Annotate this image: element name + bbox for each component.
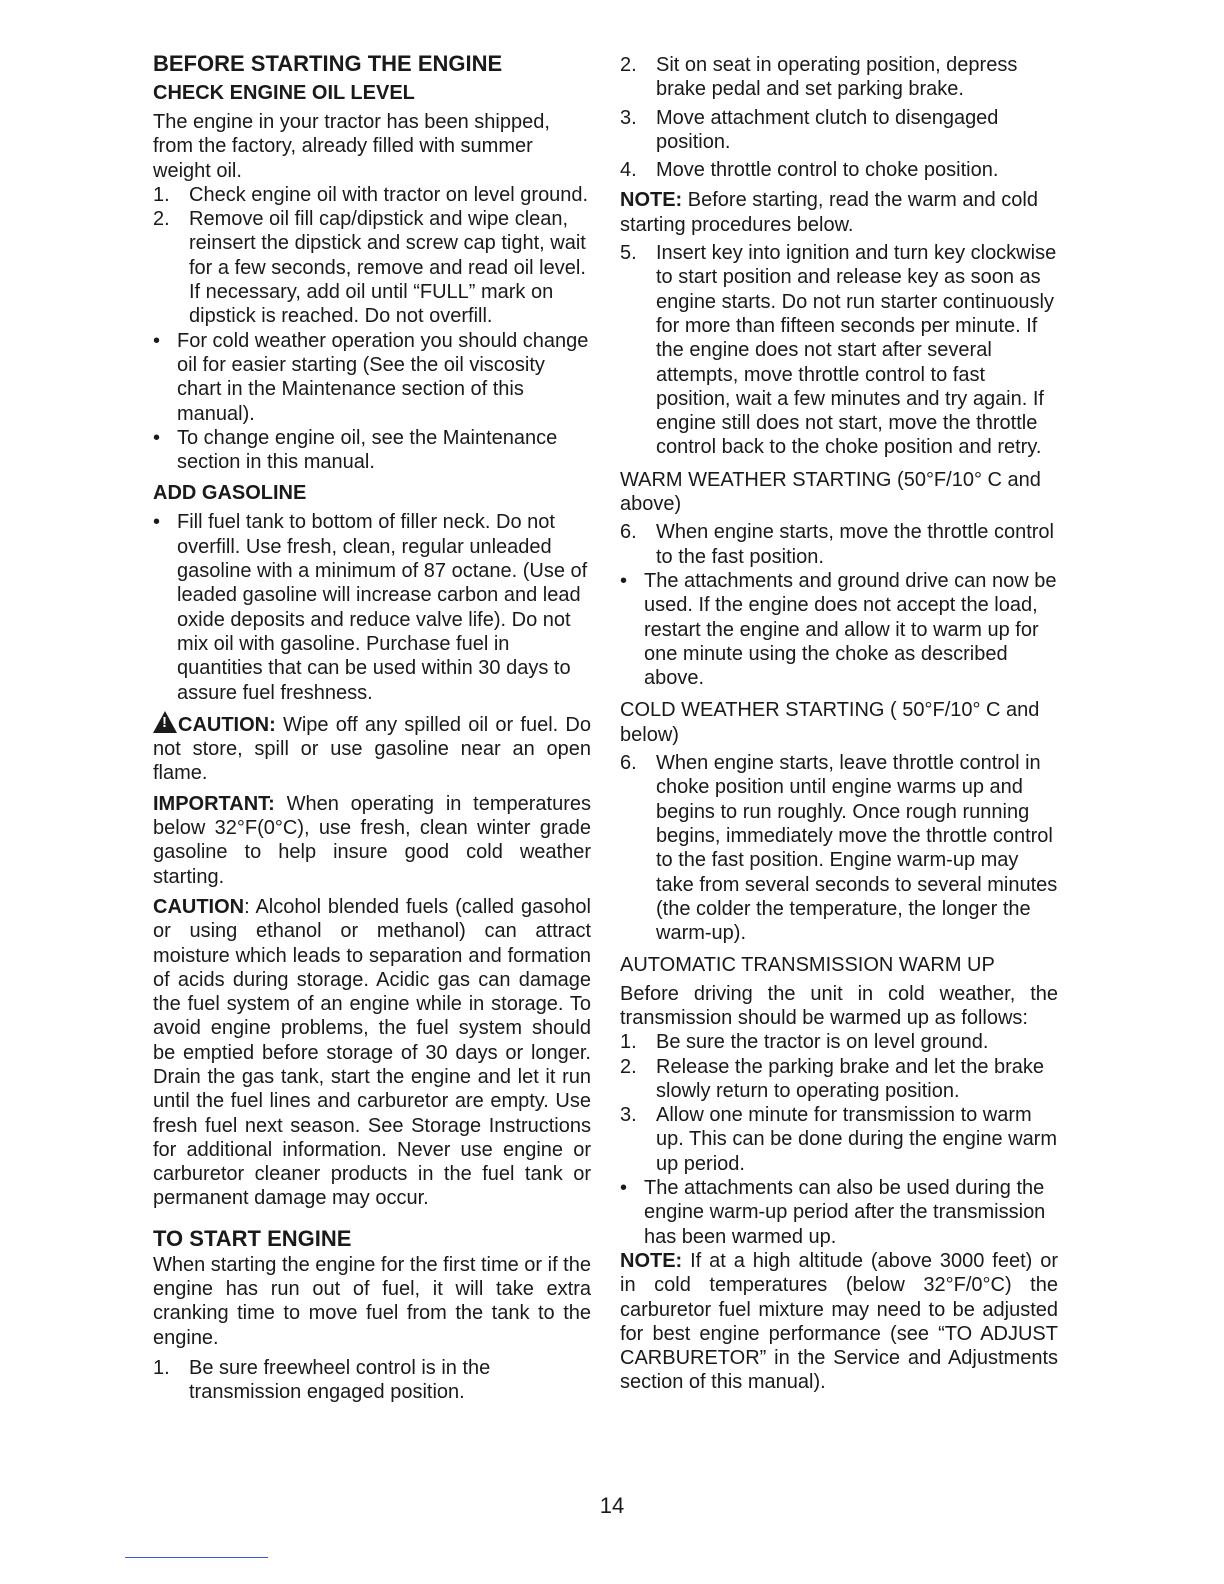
list-marker: 2. [153,208,170,231]
list-marker: 3. [620,1104,637,1127]
list-item-text: Move attachment clutch to disengaged position. [656,106,999,153]
list-item [153,329,591,426]
list-item [620,241,1058,460]
warning-triangle-icon [153,711,177,733]
list-item-text: The attachments and ground drive can now be used. If the engine does not accept the load, restart the engine and allow it to warm up for one minute using the choke as described above. [644,569,1057,690]
list-item-text: Check engine oil with tractor on level ground. [189,183,589,206]
left-column [153,50,591,1405]
list-item [620,1030,1058,1054]
bullet-marker: • [153,426,161,449]
subheading-check-oil: CHECK ENGINE OIL LEVEL [153,82,415,104]
list-item [153,207,591,328]
note-label: NOTE: [620,189,683,212]
list-item-text: The attachments can also be used during the engine warm-up period after the transmission has been warmed up. [644,1177,1046,1248]
list-item [620,53,1058,102]
list-item-text: Fill fuel tank to bottom of filler neck. Do not overfill. Use fresh, clean, regular unleaded gasoline with a minimum of 87 octane. (Use of leaded gasoline will increase carbon and lead oxide deposits and reduce valve life). Do not mix oil with gasoline. Purchase fuel in quantities that can be used within 30 days to assure fuel freshness. [177,511,588,704]
list-item-text: To change engine oil, see the Maintenance section in this manual. [177,426,558,474]
list-item-text: When engine starts, move the throttle control to the fast position. [656,521,1054,568]
list-marker: 1. [620,1031,637,1054]
warm-weather-heading: WARM WEATHER STARTING (50°F/10° C and above) [620,468,1041,516]
list-item-text: Be sure the tractor is on level ground. [656,1031,989,1054]
bullet-marker: • [620,1177,628,1200]
bullet-marker: • [153,511,161,534]
list-item [620,569,1058,690]
caution-text: : Alcohol blended fuels (called gasohol or using ethanol or methanol) can attract moisture which leads to separation and formation of acids during storage. Acidic gas can damage the fuel system of an engine while in storage. To avoid engine problems, the fuel system should be emptied before storage of 30 days or longer. Drain the gas tank, start the engine and let it run until the fuel lines and carburetor are empty. Use fresh fuel next season. See Storage Instructions for additional information. Never use engine or carburetor cleaner products in the fuel tank or permanent damage may occur. [153,895,591,1210]
note-paragraph [620,1249,1058,1395]
right-column [620,50,1058,1395]
list-item [620,1176,1058,1249]
caution-label: CAUTION [153,895,245,918]
caution-label: CAUTION: [178,713,276,736]
important-text: When operating in temperatures below 32°F(0°C), use fresh, clean winter grade gasoline to help insure good cold weather starting. [153,792,591,888]
list-item [153,426,591,475]
oil-steps-list [153,183,591,475]
list-item [620,520,1058,569]
caution-alcohol-paragraph [153,895,591,1211]
list-item-text: For cold weather operation you should change oil for easier starting (See the oil viscosity chart in the Maintenance section of this manual). [177,329,589,425]
page-number: 14 [599,1493,625,1518]
list-marker: 6. [620,521,637,544]
note-text: If at a high altitude (above 3000 feet) or in cold temperatures (below 32°F/0°C) the carburetor fuel mixture may need to be adjusted for best engine performance (see “TO ADJUST CARBURETOR” in the Service and Adjustments section of this manual). [620,1249,1058,1394]
list-item-text: When engine starts, leave throttle control in choke position until engine warms up and begins to run roughly. Once rough running begins, immediately move the throttle control to the fast position. Engine warm-up may take from several seconds to several minutes (the colder the temperature, the longer the warm-up). [656,752,1058,945]
list-marker: 3. [620,106,637,129]
list-item [620,751,1058,945]
list-item [153,1356,591,1405]
list-marker: 5. [620,242,637,265]
section-heading-to-start-engine: TO START ENGINE [153,1225,352,1251]
list-item [620,1055,1058,1104]
section-heading-before-starting: BEFORE STARTING THE ENGINE [153,51,503,76]
list-item-text: Be sure freewheel control is in the transmission engaged position. [189,1356,491,1404]
note-text: Before starting, read the warm and cold starting procedures below. [620,189,1038,236]
subheading-add-gasoline: ADD GASOLINE [153,482,307,505]
caution-fuel-paragraph [153,711,591,786]
list-item [620,158,1058,182]
list-item [620,106,1058,155]
important-label: IMPORTANT: [153,792,275,815]
list-marker: 2. [620,1055,637,1078]
note-paragraph [620,188,1058,237]
auto-intro-paragraph: Before driving the unit in cold weather, the transmission should be warmed up as follows: [620,982,1058,1029]
list-item-text: Sit on seat in operating position, depress brake pedal and set parking brake. [656,54,1018,101]
list-marker: 4. [620,159,637,182]
list-item-text: Move throttle control to choke position. [656,159,999,182]
footer-rule [125,1557,268,1558]
note-label: NOTE: [620,1249,683,1272]
list-item [153,510,591,704]
list-item-text: Insert key into ignition and turn key clockwise to start position and release key as soon as engine starts. Do not run starter continuously for more than fifteen seconds per minute. If the engine does not start after several attempts, move throttle control to fast position, wait a few minutes and try again. If engine still does not start, move the throttle control back to the choke position and retry. [656,242,1057,459]
list-marker: 1. [153,183,170,206]
list-item-text: Remove oil fill cap/dipstick and wipe clean, reinsert the dipstick and screw cap tight, wait for a few seconds, remove and read oil level. If necessary, add oil until “FULL” mark on dipstick is reached. Do not overfill. [189,208,586,328]
start-intro-paragraph: When starting the engine for the first time or if the engine has run out of fuel, it will take extra cranking time to move fuel from the tank to the engine. [153,1253,591,1349]
caution-text: Wipe off any spilled oil or fuel. Do not store, spill or use gasoline near an open flame. [153,713,591,785]
list-marker: 6. [620,752,637,775]
automatic-transmission-heading: AUTOMATIC TRANSMISSION WARM UP [620,954,995,977]
list-item-text: Allow one minute for transmission to warm up. This can be done during the engine warm up period. [656,1104,1058,1175]
list-marker: 1. [153,1356,170,1379]
list-item [620,1103,1058,1176]
bullet-marker: • [620,569,628,592]
important-paragraph [153,792,591,889]
oil-intro-paragraph: The engine in your tractor has been shipped, from the factory, already filled with summer weight oil. [153,111,550,182]
bullet-marker: • [153,329,161,352]
list-marker: 2. [620,54,637,76]
list-item-text: Release the parking brake and let the brake slowly return to operating position. [656,1055,1045,1102]
list-item [153,183,591,207]
cold-weather-heading: COLD WEATHER STARTING ( 50°F/10° C and below) [620,699,1040,746]
